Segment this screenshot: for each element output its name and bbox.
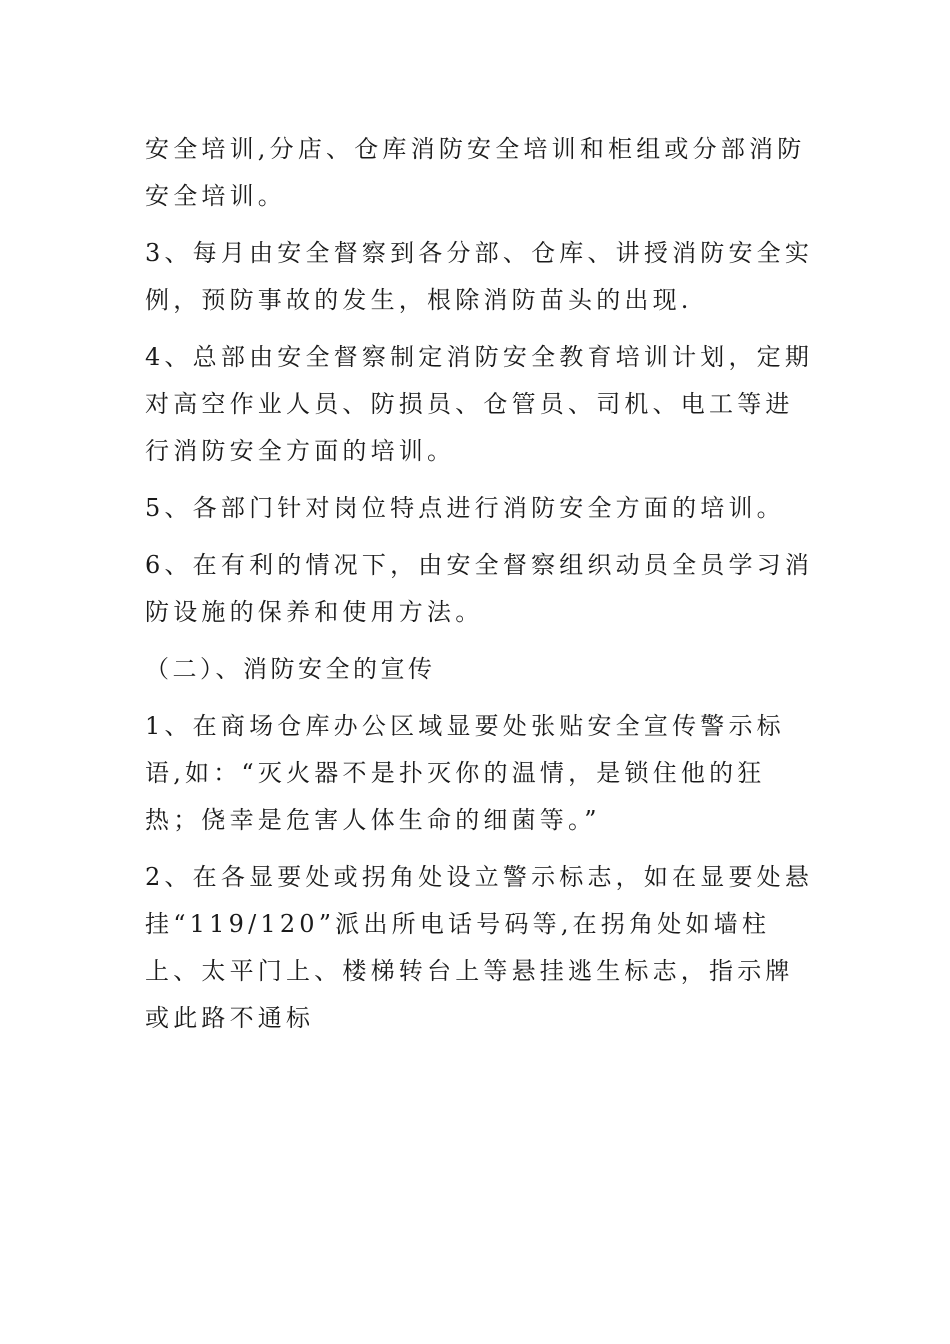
section-heading-publicity: （二）、消防安全的宣传 bbox=[145, 655, 436, 683]
paragraph-training-continued: 安全培训,分店、仓库消防安全培训和柜组或分部消防安全培训。 bbox=[145, 135, 806, 210]
paragraph-item-4: 4、总部由安全督察制定消防安全教育培训计划，定期对高空作业人员、防损员、仓管员、司机、电工等进行消防安全方面的培训。 bbox=[145, 343, 814, 465]
document-body bbox=[145, 126, 815, 1052]
paragraph-publicity-item-1: 1、在商场仓库办公区域显要处张贴安全宣传警示标语,如：“灭火器不是扑灭你的温情，是锁住他的狂热；侥幸是危害人体生命的细菌等。” bbox=[145, 712, 785, 834]
paragraph-item-3: 3、每月由安全督察到各分部、仓库、讲授消防安全实例，预防事故的发生，根除消防苗头的出现. bbox=[145, 239, 814, 314]
paragraph-item-6: 6、在有利的情况下，由安全督察组织动员全员学习消防设施的保养和使用方法。 bbox=[145, 551, 814, 626]
paragraph-publicity-item-2: 2、在各显要处或拐角处设立警示标志，如在显要处悬挂“119/120”派出所电话号码等,在拐角处如墙柱上、太平门上、楼梯转台上等悬挂逃生标志，指示牌或此路不通标 bbox=[145, 863, 814, 1032]
paragraph-item-5: 5、各部门针对岗位特点进行消防安全方面的培训。 bbox=[145, 494, 785, 522]
